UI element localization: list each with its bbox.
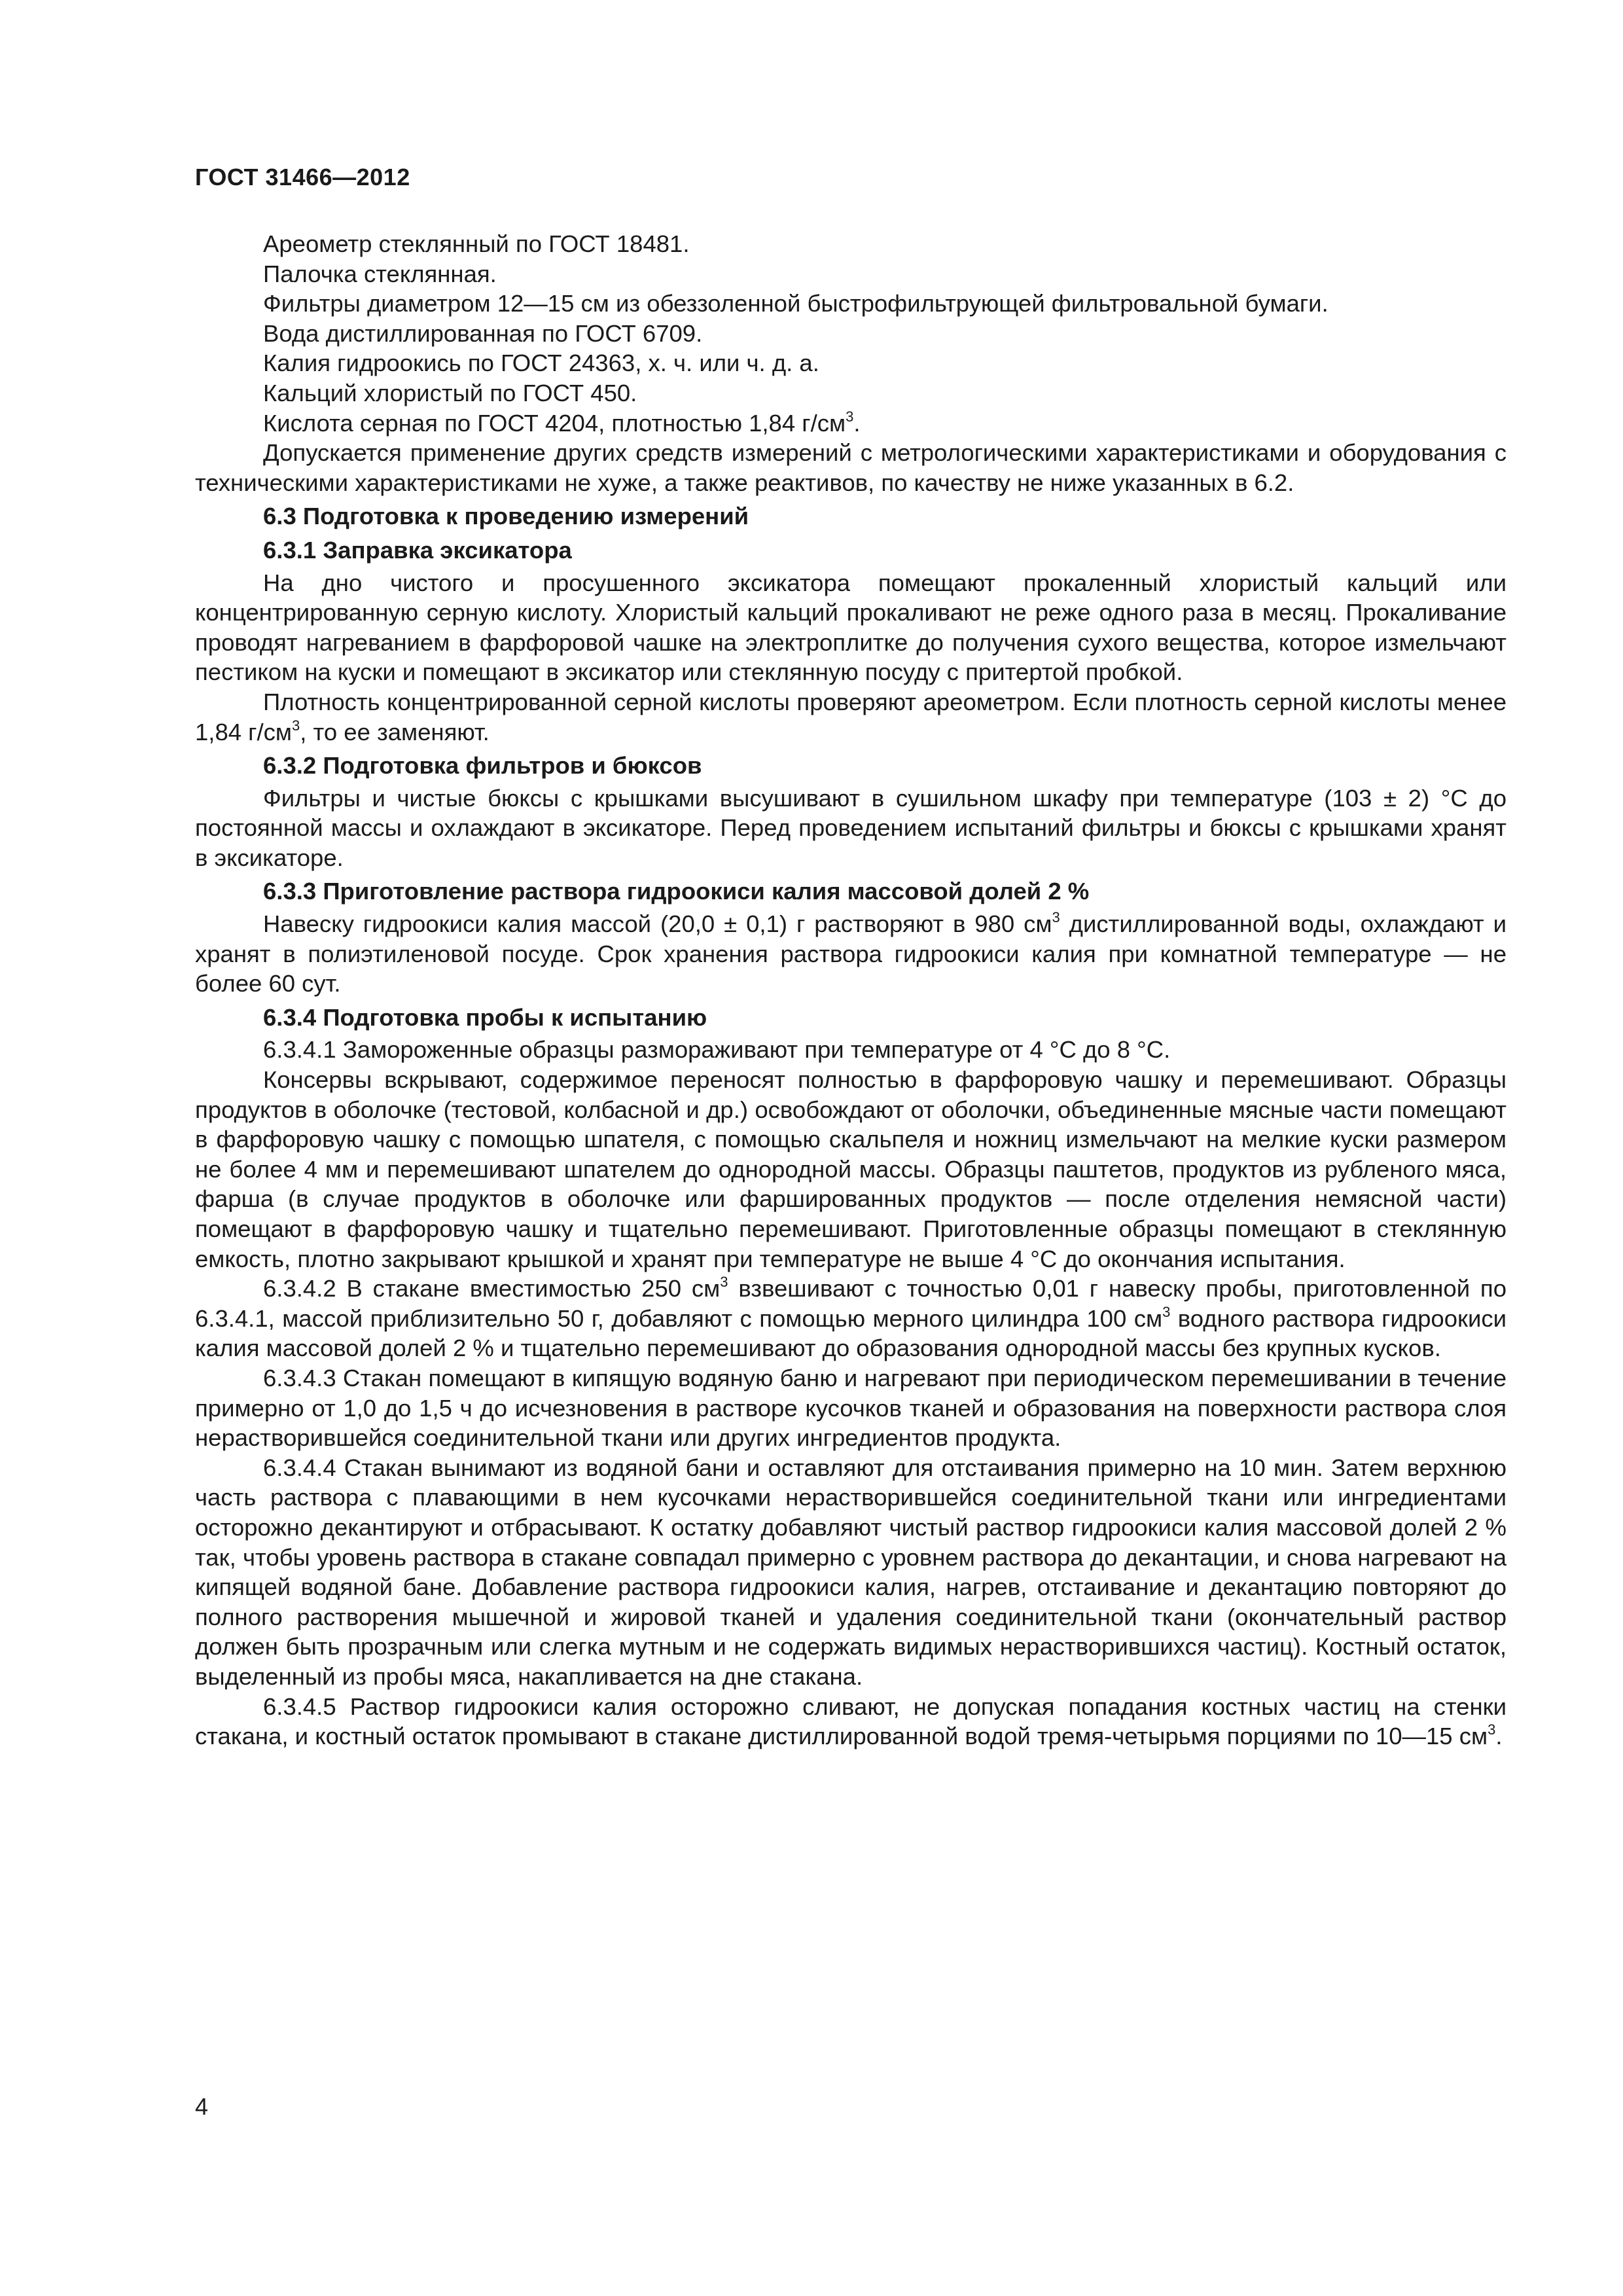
paragraph: Калия гидроокись по ГОСТ 24363, х. ч. или ч. д. а.	[263, 350, 819, 377]
document-body	[195, 229, 1507, 1751]
paragraph: Палочка стеклянная.	[263, 260, 497, 287]
paragraph: Навеску гидроокиси калия массой (20,0 ± 0,1) г растворяют в 980 $см^3$ дистиллированной воды, охлаждают и хранят в полиэтиленовой посуде. Срок хранения раствора гидроокиси калия при комнатной температуре — не более 60 сут.	[195, 909, 1507, 997]
paragraph: Допускается применение других средств измерений с метрологическими характеристиками и оборудования с техническими характеристиками не хуже, а также реактивов, по качеству не ниже указанных в 6.2.	[195, 439, 1507, 496]
paragraph: Кислота серная по ГОСТ 4204, плотностью 1,84 $г/см^3$.	[263, 408, 861, 437]
paragraph: Ареометр стеклянный по ГОСТ 18481.	[263, 230, 690, 257]
paragraph: Фильтры и чистые бюксы с крышками высушивают в сушильном шкафу при температуре (103 ± 2) °С до постоянной массы и охлаждают в эксикаторе. Перед проведением испытаний фильтры и бюксы с крышками хранят в эксикаторе.	[195, 784, 1507, 871]
paragraph: Фильтры диаметром 12—15 см из обеззоленной быстрофильтрующей фильтровальной бумаги.	[263, 290, 1329, 317]
paragraph: 6.3.4.4 Стакан вынимают из водяной бани и оставляют для отстаивания примерно на 10 мин. Затем верхнюю часть раствора с плавающими в нем кусочками нерастворившейся соединительной ткани или ингредиентами осторожно декантируют и отбрасывают. К остатку добавляют чистый раствор гидроокиси калия массовой долей 2 % так, чтобы уровень раствора в стакане совпадал примерно с уровнем раствора до декантации, и снова нагревают на кипящей водяной бане. Добавление раствора гидроокиси калия, нагрев, отстаивание и декантацию повторяют до полного растворения мышечной и жировой тканей и удаления соединительной ткани (окончательный раствор должен быть прозрачным или слегка мутным и не содержать видимых нерастворившихся частиц). Костный остаток, выделенный из пробы мяса, накапливается на дне стакана.	[195, 1454, 1507, 1690]
section-heading: 6.3 Подготовка к проведению измерений	[263, 503, 749, 530]
paragraph: 6.3.4.5 Раствор гидроокиси калия осторожно сливают, не допуская попадания костных частиц на стенки стакана, и костный остаток промывают в стакане дистиллированной водой тремя-четырьмя порциями по 10—15 $см^3$.	[195, 1693, 1507, 1750]
section-heading: 6.3.1 Заправка эксикатора	[263, 536, 572, 564]
paragraph: Вода дистиллированная по ГОСТ 6709.	[263, 319, 703, 347]
paragraph: 6.3.4.2 В стакане вместимостью 250 $см^3$ взвешивают с точностью 0,01 г навеску пробы, приготовленной по 6.3.4.1, массой приблизительно 50 г, добавляют с помощью мерного цилиндра 100 $см^3$ водного раствора гидроокиси калия массовой долей 2 % и тщательно перемешивают до образования однородной массы без крупных кусков.	[195, 1274, 1507, 1362]
paragraph: Консервы вскрывают, содержимое переносят полностью в фарфоровую чашку и перемешивают. Образцы продуктов в оболочке (тестовой, колбасной и др.) освобождают от оболочки, объединенные мясные части помещают в фарфоровую чашку с помощью шпателя, с помощью скальпеля и ножниц измельчают на мелкие куски размером не более 4 мм и перемешивают шпателем до однородной массы. Образцы паштетов, продуктов из рубленого мяса, фарша (в случае продуктов в оболочке или фаршированных продуктов — после отделения немясной части) помещают в фарфоровую чашку и тщательно перемешивают. Приготовленные образцы помещают в стеклянную емкость, плотно закрывают крышкой и хранят при температуре не выше 4 °С до окончания испытания.	[195, 1066, 1507, 1272]
section-heading: 6.3.2 Подготовка фильтров и бюксов	[263, 752, 702, 780]
section-heading: 6.3.3 Приготовление раствора гидроокиси калия массовой долей 2 %	[263, 878, 1090, 905]
paragraph: 6.3.4.3 Стакан помещают в кипящую водяную баню и нагревают при периодическом перемешивании в течение примерно от 1,0 до 1,5 ч до исчезновения в растворе кусочков тканей и образования на поверхности раствора слоя нерастворившейся соединительной ткани или других ингредиентов продукта.	[195, 1364, 1507, 1452]
paragraph: 6.3.4.1 Замороженные образцы размораживают при температуре от 4 °С до 8 °С.	[263, 1036, 1171, 1064]
section-heading: 6.3.4 Подготовка пробы к испытанию	[263, 1003, 707, 1031]
paragraph: Плотность концентрированной серной кислоты проверяют ареометром. Если плотность серной кислоты менее 1,84 $г/см^3$, то ее заменяют.	[195, 688, 1507, 745]
paragraph: Кальций хлористый по ГОСТ 450.	[263, 379, 637, 406]
page-number: 4	[195, 2093, 209, 2120]
paragraph: На дно чистого и просушенного эксикатора помещают прокаленный хлористый кальций или концентрированную серную кислоту. Хлористый кальций прокаливают не реже одного раза в месяц. Прокаливание проводят нагреванием в фарфоровой чашке на электроплитке до получения сухого вещества, которое измельчают пестиком на куски и помещают в эксикатор или стеклянную посуду с притертой пробкой.	[195, 569, 1507, 686]
document-header: ГОСТ 31466—2012	[195, 164, 410, 190]
